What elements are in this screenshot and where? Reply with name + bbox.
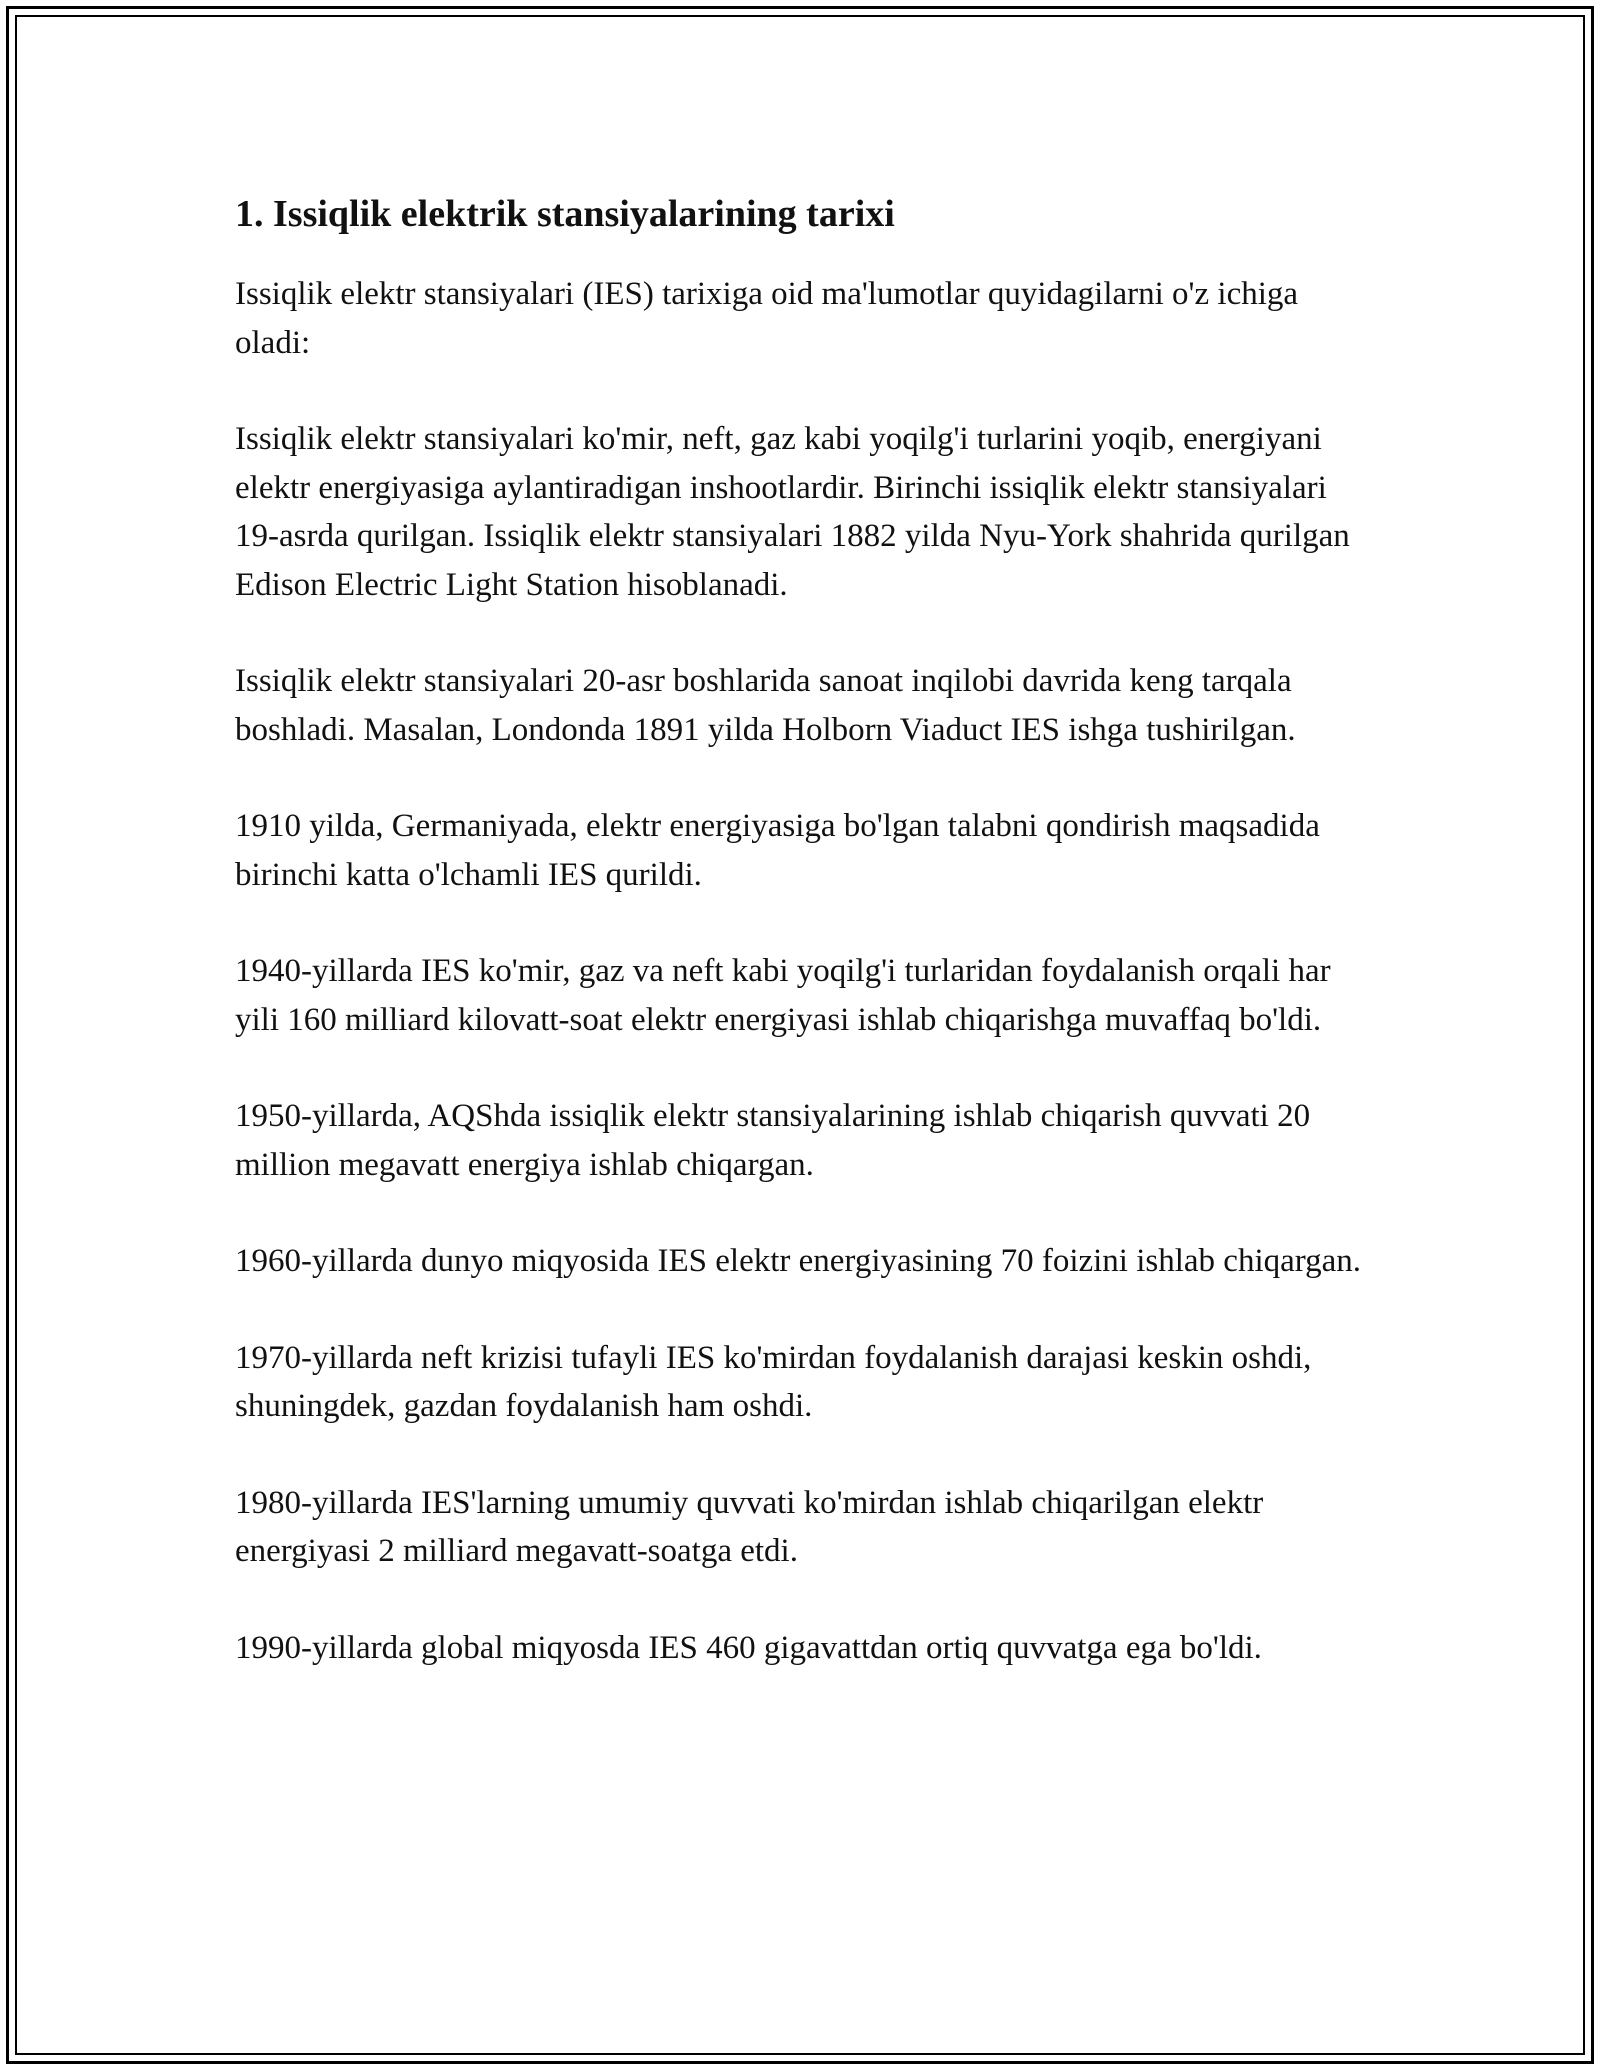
paragraph-1970s: 1970-yillarda neft krizisi tufayli IES ko'mirdan foydalanish darajasi keskin oshdi, shuningdek, gazdan foydalanish ham oshdi.: [235, 1339, 1312, 1424]
paragraph-1980s: 1980-yillarda IES'larning umumiy quvvati ko'mirdan ishlab chiqarilgan elektr energiyasi 2 milliard megavatt-soatga etdi.: [235, 1484, 1264, 1569]
paragraph-1990s: 1990-yillarda global miqyosda IES 460 gigavattdan ortiq quvvatga ega bo'ldi.: [235, 1629, 1262, 1666]
paragraph-1960s: 1960-yillarda dunyo miqyosida IES elektr energiyasining 70 foizini ishlab chiqargan.: [235, 1243, 1362, 1279]
document-body: [235, 188, 1375, 1720]
paragraph-definition: Issiqlik elektr stansiyalari ko'mir, neft, gaz kabi yoqilg'i turlarini yoqib, energiyani elektr energiyasiga aylantiradigan inshootlardir. Birinchi issiqlik elektr stansiyalari 19-asrda qurilgan. Issiqlik elektr stansiyalari 1882 yilda Nyu-York shahrida qurilgan Edison Electric Light Station hisoblanadi.: [235, 421, 1350, 603]
paragraph-20th-century: Issiqlik elektr stansiyalari 20-asr boshlarida sanoat inqilobi davrida keng tarqala boshladi. Masalan, Londonda 1891 yilda Holborn Viaduct IES ishga tushirilgan.: [235, 663, 1296, 748]
paragraph-intro: Issiqlik elektr stansiyalari (IES) tarixiga oid ma'lumotlar quyidagilarni o'z ichiga oladi:: [235, 276, 1299, 361]
paragraph-1950s: 1950-yillarda, AQShda issiqlik elektr stansiyalarining ishlab chiqarish quvvati 20 million megavatt energiya ishlab chiqargan.: [235, 1098, 1311, 1183]
paragraph-1910: 1910 yilda, Germaniyada, elektr energiyasiga bo'lgan talabni qondirish maqsadida birinchi katta o'lchamli IES qurildi.: [235, 808, 1320, 893]
section-heading: 1. Issiqlik elektrik stansiyalarining tarixi: [235, 193, 895, 235]
paragraph-1940s: 1940-yillarda IES ko'mir, gaz va neft kabi yoqilg'i turlaridan foydalanish orqali har yili 160 milliard kilovatt-soat elektr energiyasi ishlab chiqarishga muvaffaq bo'ldi.: [235, 953, 1331, 1038]
